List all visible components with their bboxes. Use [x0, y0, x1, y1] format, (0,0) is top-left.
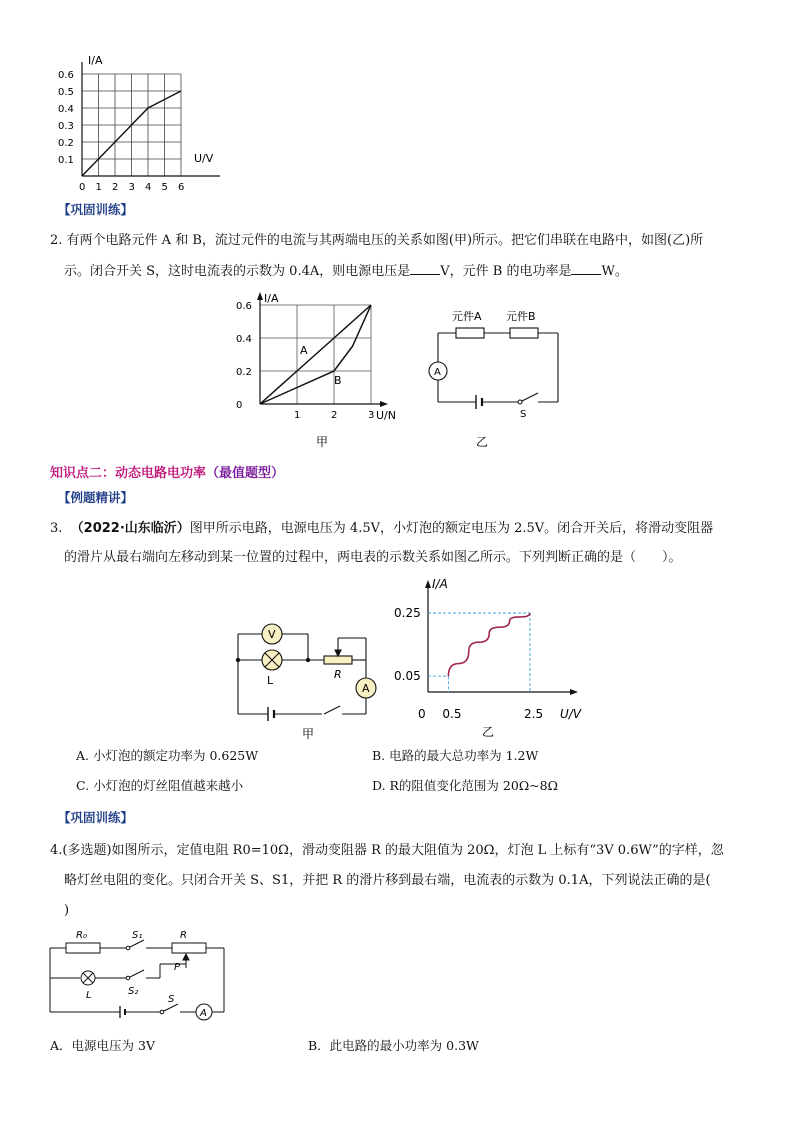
knowledge-point-heading: [50, 462, 284, 481]
q3-circuit-jia: [228, 616, 388, 744]
q4-ammeter-label: A: [200, 1008, 207, 1019]
g3-y-tick: 0.25: [394, 606, 421, 620]
g1-y-tick: 0.2: [58, 138, 74, 149]
r0-resistor: [66, 943, 100, 953]
g1-y-tick: 0.1: [58, 155, 74, 166]
voltmeter-label: V: [268, 628, 276, 641]
g1-x-label: U/V: [194, 152, 214, 165]
q3-graph-curve: [448, 613, 530, 676]
g2-x-tick: 2: [331, 410, 338, 421]
q3-graph-x-label: U/V: [560, 707, 582, 721]
section-tag-consolidation-2: 【巩固训练】: [58, 810, 134, 825]
ammeter-label: A: [434, 367, 441, 378]
g3-x-tick: 0.5: [442, 707, 462, 721]
q3-option-c[interactable]: C. 小灯泡的灯丝阻值越来越小: [76, 778, 244, 793]
q4-line3: ): [64, 903, 70, 918]
answer-blank-power[interactable]: [571, 262, 601, 275]
q2-graph-x-label: U/N: [376, 409, 396, 422]
element-a-label: 元件A: [452, 310, 482, 323]
g1-x-tick: 3: [128, 182, 135, 190]
q4-line2: 略灯丝电阻的变化。只闭合开关 S、S1，并把 R 的滑片移到最右端，电流表的示数为 0.1A，下列说法正确的是(: [64, 873, 711, 888]
g1-y-tick: 0.4: [58, 104, 74, 115]
g3-x-tick: 2.5: [524, 707, 544, 721]
g1-y-label: I/A: [88, 54, 103, 67]
q2-curve-a-label: A: [300, 344, 308, 357]
q2-curve-a: [260, 305, 371, 404]
g3-x-tick: 0: [418, 707, 426, 721]
q3-line1: [50, 514, 713, 544]
q3-line1-rest: 图甲所示电路，电源电压为 4.5V，小灯泡的额定电压为 2.5V。闭合开关后，将滑动变阻器: [189, 521, 714, 536]
q3-graph-caption: 乙: [482, 725, 495, 739]
g2-y-tick: 0.2: [236, 367, 252, 378]
r-rheostat: [172, 943, 206, 953]
s1-label: S₁: [132, 930, 143, 941]
resistor-label: R: [334, 668, 342, 681]
g1-y-tick: 0.3: [58, 121, 74, 132]
heading-sub: （最值题型）: [206, 466, 285, 481]
element-b-resistor: [510, 328, 538, 338]
q3-circuit-caption: 甲: [302, 727, 315, 741]
q3-line2: 的滑片从最右端向左移动到某一位置的过程中，两电表的示数关系如图乙所示。下列判断正确的是（ ）。: [64, 550, 682, 565]
g1-x-tick: 4: [145, 182, 152, 190]
heading-main: 知识点二：动态电路电功率: [50, 466, 207, 481]
q2-graph-y-label: I/A: [264, 292, 279, 305]
graph-1: [50, 48, 240, 190]
q3-number: 3.: [50, 521, 63, 536]
element-a-resistor: [456, 328, 484, 338]
g2-y-tick: 0.6: [236, 301, 252, 312]
g2-x-tick: 1: [294, 410, 301, 421]
s-main-switch-icon[interactable]: [164, 1004, 178, 1011]
element-b-label: 元件B: [506, 310, 536, 323]
g1-x-tick: 0: [79, 182, 86, 190]
q2-graph-jia: [236, 288, 406, 456]
g1-x-tick: 2: [112, 182, 119, 190]
q3-graph-yi: [392, 574, 592, 740]
s1-switch-icon[interactable]: [130, 940, 144, 947]
q2-line2: [64, 257, 628, 287]
r0-label: R₀: [76, 930, 87, 941]
r-label: R: [180, 930, 187, 941]
lamp-label: L: [267, 674, 274, 687]
g2-x-tick: 3: [368, 410, 375, 421]
g1-x-tick: 1: [95, 182, 102, 190]
q3-option-d[interactable]: D. R的阻值变化范围为 20Ω~8Ω: [372, 778, 558, 793]
q4-circuit: [40, 924, 240, 1028]
q3-graph-y-label: I/A: [432, 577, 448, 591]
s2-label: S₂: [128, 986, 139, 997]
g1-x-tick: 6: [178, 182, 185, 190]
q2-line2-part3: W。: [601, 264, 628, 279]
q4-option-b[interactable]: B．此电路的最小功率为 0.3W: [308, 1038, 479, 1053]
q2-line1: 2. 有两个电路元件 A 和 B，流过元件的电流与其两端电压的关系如图(甲)所示。把它们串联在电路中，如图(乙)所: [50, 233, 704, 248]
s2-switch-icon[interactable]: [130, 970, 144, 977]
section-tag-consolidation: 【巩固训练】: [58, 202, 134, 217]
p-label: P: [174, 962, 181, 973]
q3-option-a[interactable]: A. 小灯泡的额定功率为 0.625W: [76, 748, 259, 763]
section-tag-example: 【例题精讲】: [58, 490, 134, 505]
answer-blank-voltage[interactable]: [410, 262, 440, 275]
q4-line1: 4.(多选题)如图所示，定值电阻 R0=10Ω，滑动变阻器 R 的最大阻值为 20Ω，灯泡 L 上标有“3V 0.6W”的字样，忽: [50, 843, 724, 858]
q4-option-a[interactable]: A．电源电压为 3V: [50, 1038, 155, 1053]
q2-circuit-yi: [420, 300, 580, 450]
q3-switch-icon[interactable]: [324, 706, 340, 714]
s-label: S: [168, 994, 175, 1005]
q3-option-b[interactable]: B. 电路的最大总功率为 1.2W: [372, 748, 539, 763]
q2-curve-b-label: B: [334, 374, 342, 387]
g2-y-tick: 0.4: [236, 334, 252, 345]
g3-y-tick: 0.05: [394, 669, 421, 684]
g1-x-tick: 5: [161, 182, 168, 190]
q2-circuit-caption: 乙: [476, 435, 489, 449]
q3-ammeter-label: A: [362, 682, 370, 695]
g1-y-tick: 0.5: [58, 87, 74, 98]
q2-line2-part2: V，元件 B 的电功率是: [440, 264, 572, 279]
g2-y-tick: 0: [236, 400, 243, 411]
switch-s-label: S: [520, 409, 527, 420]
q3-source: （2022·山东临沂）: [70, 521, 190, 536]
q2-graph-caption: 甲: [316, 435, 329, 449]
switch-s-icon[interactable]: [522, 393, 538, 401]
q4-lamp-label: L: [86, 990, 92, 1001]
g1-y-tick: 0.6: [58, 70, 74, 81]
q2-line2-part1: 示。闭合开关 S，这时电流表的示数为 0.4A，则电源电压是: [64, 264, 411, 279]
